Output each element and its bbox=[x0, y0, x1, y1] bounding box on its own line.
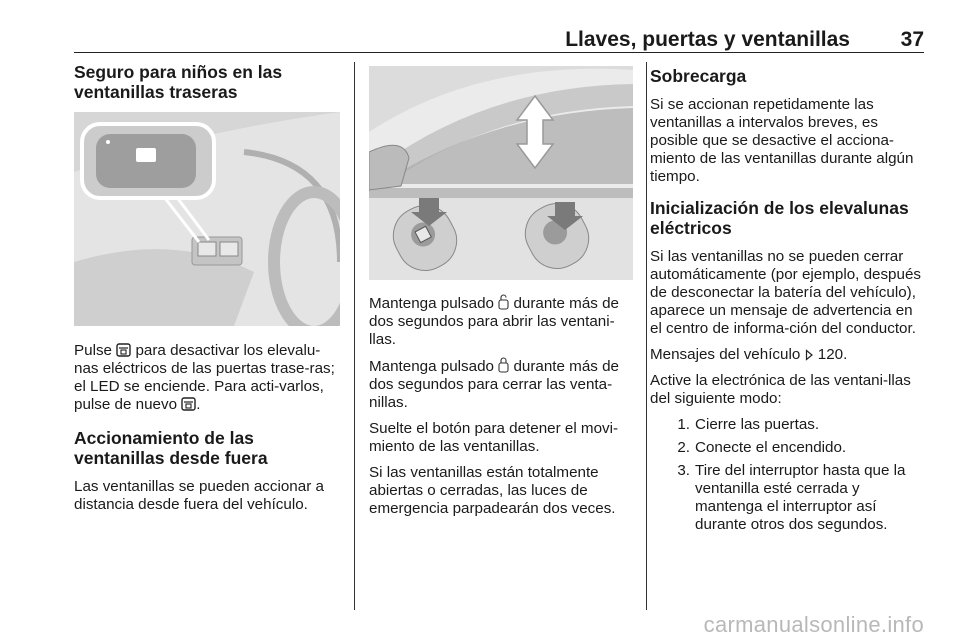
section-heading-child-lock: Seguro para niños en las ventanillas traseras bbox=[74, 62, 283, 102]
section-heading-initialization: Inicialización de los elevalunas eléctricos bbox=[650, 198, 909, 238]
overload-text: Si se accionan repetidamente las ventanillas a intervalos breves, es posible que se desactive el acciona-miento de las ventanillas durante algún tiempo. bbox=[650, 96, 914, 185]
vehicle-messages-reference: Mensajes del vehículo 120. bbox=[650, 346, 848, 363]
hazard-lights-text: Si las ventanillas están totalmente abiertas o cerradas, las luces de emergencia parpadearán dos veces. bbox=[369, 464, 616, 517]
stop-movement-text: Suelte el botón para detener el movi-miento de las ventanillas. bbox=[369, 420, 619, 455]
child-lock-icon bbox=[181, 397, 196, 411]
column-right bbox=[650, 66, 925, 539]
section-heading-overload: Sobrecarga bbox=[650, 66, 747, 86]
open-windows-text: Mantenga pulsado durante más de dos segundos para abrir las ventani-llas. bbox=[369, 295, 619, 348]
page-title: Llaves, puertas y ventanillas bbox=[565, 28, 850, 51]
close-windows-text: Mantenga pulsado durante más de dos segundos para cerrar las venta-nillas. bbox=[369, 358, 619, 411]
page-header bbox=[74, 26, 924, 53]
column-divider bbox=[354, 62, 355, 610]
child-lock-instructions: Pulse para desactivar los elevalu-nas eléctricos de las puertas trase-ras; el LED se enciende. Para acti-varlos, pulse de nuevo . bbox=[74, 342, 335, 413]
watermark: carmanualsonline.info bbox=[703, 612, 924, 637]
section-heading-remote-windows: Accionamiento de las ventanillas desde fuera bbox=[74, 428, 268, 468]
column-left bbox=[74, 62, 342, 522]
door-panel-drawing bbox=[74, 112, 340, 326]
activation-intro-text: Active la electrónica de las ventani-llas del siguiente modo: bbox=[650, 372, 911, 407]
window-key-drawing bbox=[369, 66, 633, 280]
page-number: 37 bbox=[900, 28, 924, 51]
unlock-key-icon bbox=[498, 294, 509, 310]
list-item: 3. Tire del interruptor hasta que la ventanilla esté cerrada y mantenga el interruptor así durante otros dos segundos. bbox=[677, 462, 906, 533]
column-divider bbox=[646, 62, 647, 610]
remote-windows-text: Las ventanillas se pueden accionar a distancia desde fuera del vehículo. bbox=[74, 478, 324, 513]
child-lock-icon bbox=[116, 343, 131, 357]
initialization-text: Si las ventanillas no se pueden cerrar automáticamente (por ejemplo, después de desconectar la batería del vehículo), aparece un mensaje de advertencia en el centro de informa-ción del conductor. bbox=[650, 248, 921, 337]
lock-key-icon bbox=[498, 357, 509, 373]
page-reference-icon bbox=[805, 349, 814, 361]
window-key-illustration bbox=[369, 66, 633, 280]
list-item: 1. Cierre las puertas. bbox=[677, 416, 820, 433]
activation-steps-list bbox=[650, 416, 925, 534]
list-item: 2. Conecte el encendido. bbox=[677, 439, 847, 456]
door-panel-illustration bbox=[74, 112, 340, 326]
column-middle bbox=[369, 66, 634, 526]
